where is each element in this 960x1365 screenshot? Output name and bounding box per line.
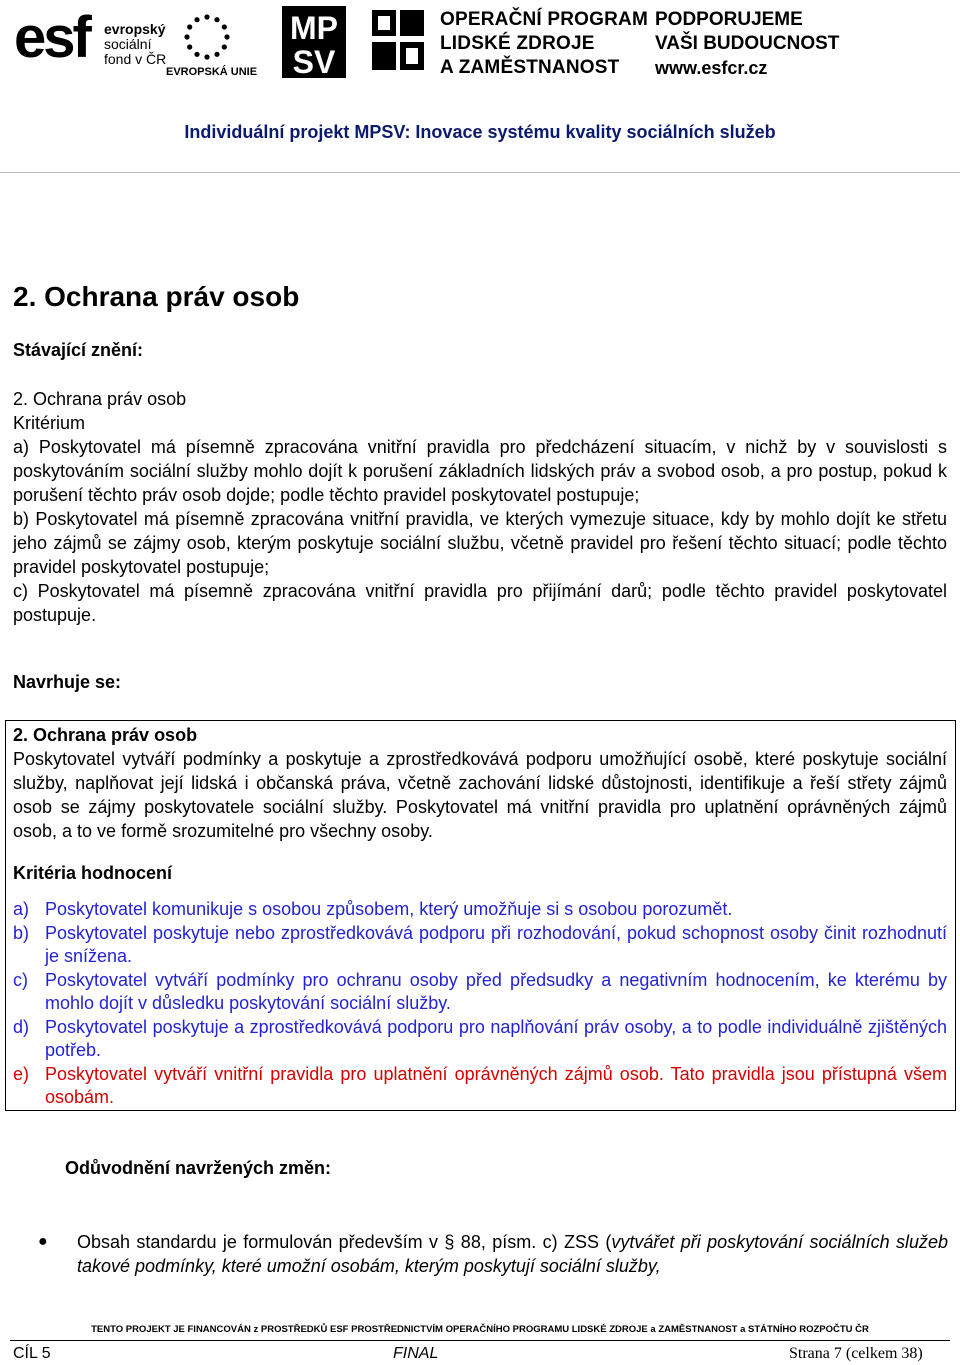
current-version-label: Stávající znění: [13, 340, 144, 360]
footer-status: FINAL [393, 1345, 439, 1362]
criterion-e: e) Poskytovatel vytváří vnitřní pravidla pro uplatnění oprávněných zájmů osob. Tato pravidla jsou přístupná všem osobám. [13, 1063, 947, 1107]
proposed-paragraph: Poskytovatel vytváří podmínky a poskytuje a zprostředkovává podporu umožňující osobě, které poskytuje sociální služby, naplňovat její lidská i občanská práva, včetně zachování lidské důstojnosti, identifikuje a řeší střety zájmů osob se zájmy poskytovatele sociální služby. Poskytovatel má vnitřní pravidla pro uplatnění oprávněných zájmů osob, a to ve formě srozumitelné pro všechny osoby. [13, 749, 947, 841]
criterion-b: b) Poskytovatel poskytuje nebo zprostředkovává podporu při rozhodování, pokud schopnost osoby činit rozhodnutí je snížena. [13, 922, 947, 966]
reason-text: Obsah standardu je formulován především v § 88, písm. c) ZSS ( [77, 1232, 612, 1252]
criteria-list [13, 898, 947, 1110]
proposed-version-label: Navrhuje se: [13, 672, 122, 692]
project-title: Individuální projekt MPSV: Inovace systému kvality sociálních služeb [184, 122, 776, 142]
esf-logo: esf [14, 5, 89, 70]
reason-quote: vytvářet při poskytování sociálních služeb takové podmínky, které umožní osobám, kterým poskytují sociální služby, [77, 1232, 948, 1276]
current-version-text [13, 387, 947, 627]
proposed-heading: 2. Ochrana práv osob [13, 725, 198, 745]
criterion-d: d) Poskytovatel poskytuje a zprostředkovává podporu pro naplňování práv osoby, a to podle individuálně zjištěných potřeb. [13, 1016, 947, 1060]
esf-logo-text: evropský sociální fond v ČR [104, 21, 167, 67]
criteria-heading: Kritéria hodnocení [13, 863, 173, 883]
current-heading: 2. Ochrana práv osob [13, 389, 187, 409]
footer-goal: CÍL 5 [13, 1345, 51, 1362]
page-number: Strana 7 (celkem 38) [789, 1345, 923, 1362]
criterion-a: a) Poskytovatel komunikuje s osobou způsobem, který umožňuje si s osobou porozumět. [13, 899, 733, 919]
footer-divider [10, 1340, 950, 1341]
support-slogan: PODPORUJEME VAŠI BUDOUCNOST www.esfcr.cz [655, 9, 840, 78]
op-program-text: OPERAČNÍ PROGRAM LIDSKÉ ZDROJE A ZAMĚSTNANOST [440, 9, 648, 78]
funding-note: TENTO PROJEKT JE FINANCOVÁN z PROSTŘEDKŮ ESF PROSTŘEDNICTVÍM OPERAČNÍHO PROGRAMU LIDSKÉ ZDROJE a ZAMĚSTNANOST a STÁTNÍHO ROZPOČTU ČR [91, 1324, 869, 1335]
section-title: 2. Ochrana práv osob [13, 281, 300, 312]
esfcr-link[interactable]: www.esfcr.cz [655, 58, 768, 78]
reason-heading: Odůvodnění navržených změn: [65, 1158, 332, 1178]
eu-label: EVROPSKÁ UNIE [166, 66, 258, 78]
eu-flag-icon [168, 10, 246, 64]
bullet-icon: ● [38, 1233, 48, 1250]
current-criterion-a: a) Poskytovatel má písemně zpracována vnitřní pravidla pro předcházení situacím, v nichž by v souvislosti s poskytováním sociální služby mohlo dojít k porušení základních lidských práv a svobod osob, a pro postup, pokud k porušení těchto práv osob dojde; podle těchto pravidel poskytovatel postupuje; [13, 437, 947, 505]
op-program-icon [370, 8, 426, 74]
proposed-version-text [13, 723, 947, 843]
current-criterion-b: b) Poskytovatel má písemně zpracována vnitřní pravidla, ve kterých vymezuje situace, kdy by mohlo dojít ke střetu jeho zájmů se zájmy osob, kterým poskytuje sociální službu, včetně pravidel pro řešení těchto situací; podle těchto pravidel poskytovatel postupuje; [13, 509, 947, 577]
reason-bullet [38, 1230, 948, 1278]
current-criterion-label: Kritérium [13, 413, 86, 433]
mpsv-logo: MP SV [282, 6, 346, 78]
header-divider [0, 172, 960, 173]
criterion-c: c) Poskytovatel vytváří podmínky pro ochranu osoby před předsudky a negativním hodnocením, ke kterému by mohlo dojít v důsledku poskytování sociální služby. [13, 969, 947, 1013]
current-criterion-c: c) Poskytovatel má písemně zpracována vnitřní pravidla pro přijímání darů; podle těchto pravidel poskytovatel postupuje. [13, 581, 947, 625]
